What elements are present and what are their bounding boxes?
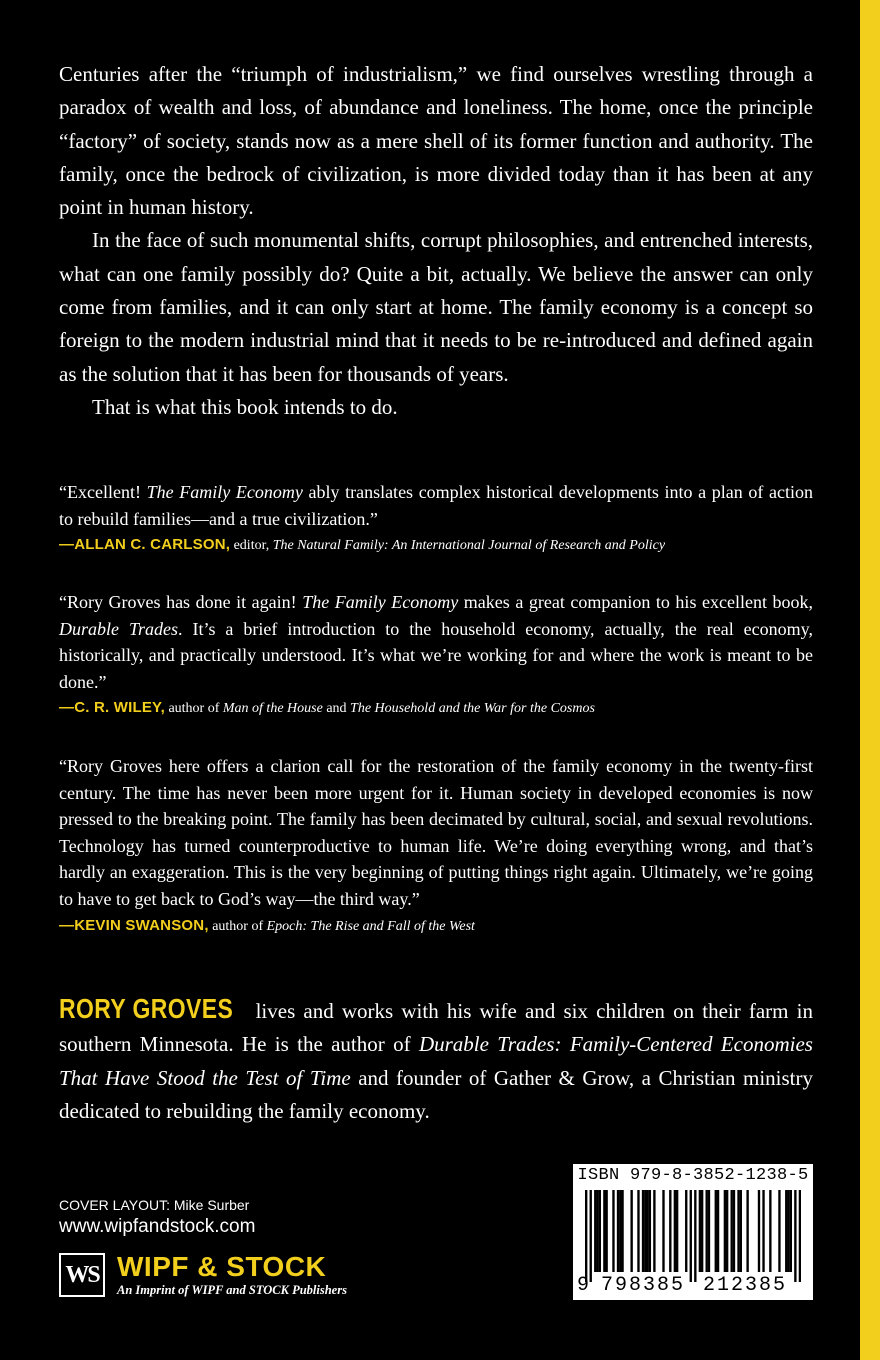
barcode-bar (769, 1190, 771, 1272)
blurb-quote: “Excellent! The Family Economy ably translates complex historical developments into a plan of action to rebuild families—and a true civilization.” (59, 482, 814, 529)
barcode-bar (717, 1190, 719, 1272)
publisher-name: WIPF & STOCK (117, 1251, 327, 1282)
cover-layout-credit: COVER LAYOUT: Mike Surber (59, 1197, 250, 1213)
barcode-bar (762, 1190, 764, 1272)
blurb-quote: “Rory Groves has done it again! The Family Economy makes a great companion to his excellent book, Durable Trades. It’s a brief introduction to the household economy, actually, the real economy, historically, and practically understood. It’s what we’re working for and where the work is meant to be done.” (59, 592, 813, 692)
barcode-bar (794, 1190, 796, 1282)
publisher-imprint: An Imprint of WIPF and STOCK Publishers (117, 1283, 347, 1297)
barcode-bar (596, 1190, 598, 1272)
barcode-bar (590, 1190, 592, 1282)
barcode-bar (778, 1190, 780, 1272)
barcode-bar (715, 1190, 717, 1272)
barcode-bar (669, 1190, 671, 1272)
publisher-url[interactable]: www.wipfandstock.com (59, 1216, 256, 1237)
intro-paragraph-2: In the face of such monumental shifts, corrupt philosophies, and entrenched interests, what can one family possibly do? Quite a bit, actually. We believe the answer can only come from families, and it can only start at home. The family economy is a concept so foreign to the modern industrial mind that it needs to be re-introduced and defined again as the solution that it has been for thousands of years. (59, 228, 813, 386)
isbn-barcode (573, 1164, 813, 1300)
barcode-bar (612, 1190, 614, 1272)
barcode-bar (740, 1190, 742, 1272)
barcode-bar (621, 1190, 623, 1272)
barcode-bar (726, 1190, 728, 1272)
barcode-bar (706, 1190, 708, 1272)
barcode-bar (646, 1190, 648, 1272)
blurb-attribution: —ALLAN C. CARLSON, editor, The Natural Family: An International Journal of Research and Policy (59, 536, 666, 554)
intro-text (59, 58, 813, 424)
barcode-bar (708, 1190, 710, 1272)
barcode-bar (799, 1190, 801, 1282)
barcode-bars (585, 1190, 801, 1282)
blurb-attribution: —C. R. WILEY, author of Man of the House and The Household and the War for the Cosmos (59, 699, 595, 717)
barcode-digits (573, 1274, 813, 1298)
barcode-bar (758, 1190, 760, 1272)
barcode-bar (737, 1190, 739, 1272)
barcode-bar (785, 1190, 787, 1272)
blurb-attribution: —KEVIN SWANSON, author of Epoch: The Rise and Fall of the West (59, 916, 475, 934)
ws-logo-icon: WS (59, 1253, 105, 1297)
barcode-bar (701, 1190, 703, 1272)
barcode-digits-left: 798385 (601, 1274, 686, 1297)
barcode-digit-first: 9 (577, 1274, 590, 1297)
barcode-bar (637, 1190, 639, 1272)
barcode-digits-right: 212385 (703, 1274, 788, 1297)
blurb-wiley (59, 589, 813, 720)
barcode-bar (731, 1190, 733, 1272)
barcode-bar (787, 1190, 789, 1272)
blurb-quote: “Rory Groves here offers a clarion call for the restoration of the family economy in the twenty-first century. The time has never been more urgent for it. Human society in developed economies is now pressed to the breaking point. The family has been decimated by cultural, social, and sexual revolutions. Technology has turned counterproductive to human life. We’re doing everything wrong, and that’s hardly an exaggeration. This is the very beginning of putting things right again. Ultimately, we’re going to have to get back to God’s way—the third way.” (59, 756, 813, 909)
barcode-bar (676, 1190, 678, 1272)
barcode-bar (642, 1190, 644, 1272)
barcode-bar (699, 1190, 701, 1272)
barcode-bar (603, 1190, 605, 1272)
barcode-bar (790, 1190, 792, 1272)
barcode-bar (630, 1190, 632, 1272)
barcode-bar (599, 1190, 601, 1272)
barcode-bar (619, 1190, 621, 1272)
barcode-bar (594, 1190, 596, 1272)
barcode-bar (585, 1190, 587, 1282)
barcode-bar (653, 1190, 655, 1272)
barcode-bar (644, 1190, 646, 1272)
blurb-carlson (59, 479, 813, 557)
barcode-bar (746, 1190, 748, 1272)
barcode-bar (733, 1190, 735, 1272)
intro-paragraph-3: That is what this book intends to do. (92, 394, 398, 419)
spine-edge (860, 0, 880, 1360)
author-name: RORY GROVES (59, 993, 234, 1024)
barcode-bar (685, 1190, 687, 1272)
barcode-bar (605, 1190, 607, 1272)
barcode-bar (649, 1190, 651, 1272)
barcode-bar (662, 1190, 664, 1272)
barcode-bar (694, 1190, 696, 1282)
isbn-label: ISBN 979-8-3852-1238-5 (577, 1166, 809, 1185)
barcode-bar (674, 1190, 676, 1272)
publisher-logo (59, 1253, 389, 1299)
blurb-swanson (59, 753, 813, 938)
intro-paragraph-1: Centuries after the “triumph of industrialism,” we find ourselves wrestling through a paradox of wealth and loss, of abundance and loneliness. The home, once the principle “factory” of society, stands now as a mere shell of its former function and authority. The family, once the bedrock of civilization, is more divided today than it has been at any point in human history. (59, 62, 813, 220)
author-bio: RORY GROVES lives and works with his wife and six children on their farm in southern Minnesota. He is the author of Durable Trades: Family-Centered Economies That Have Stood the Test of Time and founder of Gather & Grow, a Christian ministry dedicated to rebuilding the family economy. (59, 993, 813, 1123)
credits (59, 1196, 255, 1240)
barcode-bar (724, 1190, 726, 1272)
barcode-bar (690, 1190, 692, 1282)
barcode-bar (617, 1190, 619, 1272)
